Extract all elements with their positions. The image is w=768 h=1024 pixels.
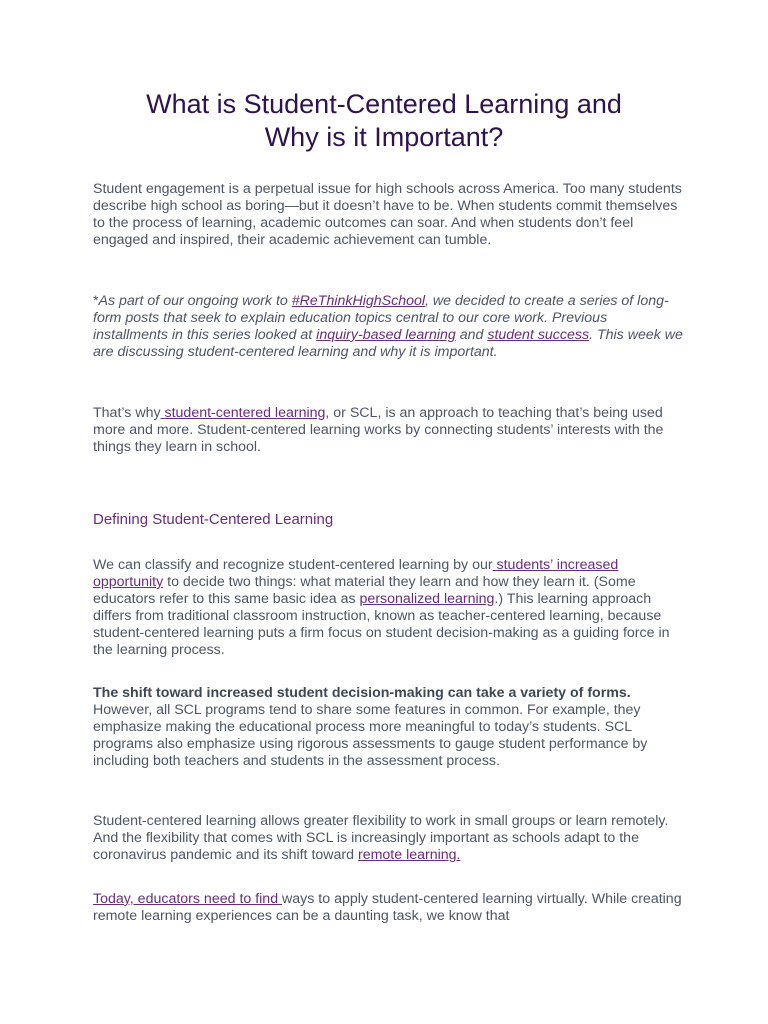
definition-text-1: We can classify and recognize student-centered learning by our [93,557,493,573]
intro-paragraph: Student engagement is a perpetual issue for high schools across America. Too many students describe high school as boring—but it doesn’t have to be. When students commit themselves to the process of learning, academic outcomes can soar. And when students don’t feel engaged and inspired, their academic achievement can tumble. [93,181,682,248]
flexibility-paragraph [93,813,683,864]
title-line-2: Why is it Important? [264,122,504,152]
students-increased-opportunity-link[interactable]: students’ increased opportunity [93,557,619,590]
series-note-paragraph [93,293,683,361]
decision-making-paragraph [93,685,683,770]
virtual-learning-text: ways to apply student-centered learning virtually. While creating remote learning experiences can be a daunting task, we know that [93,891,682,924]
definition-paragraph [93,557,683,659]
rethinkhighschool-link[interactable]: #ReThinkHighSchool [291,293,426,309]
inquiry-based-learning-link[interactable]: inquiry-based learning [316,327,456,343]
series-note-text [93,293,683,360]
series-note-text-4: . This week we are discussing student-centered learning and why it is important. [93,327,683,360]
flexibility-text: Student-centered learning allows greater flexibility to work in small groups or learn remotely. And the flexibility that comes with SCL is increasingly important as schools adapt to the coronavirus pandemic and its shift toward [93,813,669,863]
decision-making-bold-text: The shift toward increased student decision-making can take a variety of forms. [93,685,631,701]
section-heading: Defining Student-Centered Learning [93,511,334,528]
definition-text-2: to decide two things: what material they learn and how they learn it. (Some educators refer to this same basic idea as [93,574,636,607]
scl-intro-paragraph [93,405,683,456]
series-note-text-1: As part of our ongoing work to [98,293,292,309]
series-note-text-3: and [455,327,488,343]
scl-intro-text-1: That’s why [93,405,161,421]
virtual-learning-paragraph [93,891,683,925]
remote-learning-link[interactable]: remote learning. [357,847,461,863]
title-line-1: What is Student-Centered Learning and [146,89,622,119]
personalized-learning-link[interactable]: personalized learning [359,591,495,607]
asterisk: * [93,293,99,309]
educators-need-to-find-link[interactable]: Today, educators need to find [93,891,283,907]
definition-text-3: .) This learning approach differs from traditional classroom instruction, known as teacher-centered learning, because student-centered learning puts a firm focus on student decision-making as a guiding force in the learning process. [93,591,670,658]
student-centered-learning-link[interactable]: student-centered learning [160,405,326,421]
article-title [40,88,728,154]
student-success-link[interactable]: student success [487,327,590,343]
decision-making-text: However, all SCL programs tend to share some features in common. For example, they emphasize making the educational process more meaningful to today’s students. SCL programs also emphasize using rigorous assessments to gauge student performance by including both teachers and students in the assessment process. [93,702,648,769]
series-note-text-2: , we decided to create a series of long-form posts that seek to explain education topics central to our core work. Previous installments in this series looked at [93,293,669,343]
scl-intro-text-2: , or SCL, is an approach to teaching that’s being used more and more. Student-centered learning works by connecting students’ interests with the things they learn in school. [93,405,664,455]
